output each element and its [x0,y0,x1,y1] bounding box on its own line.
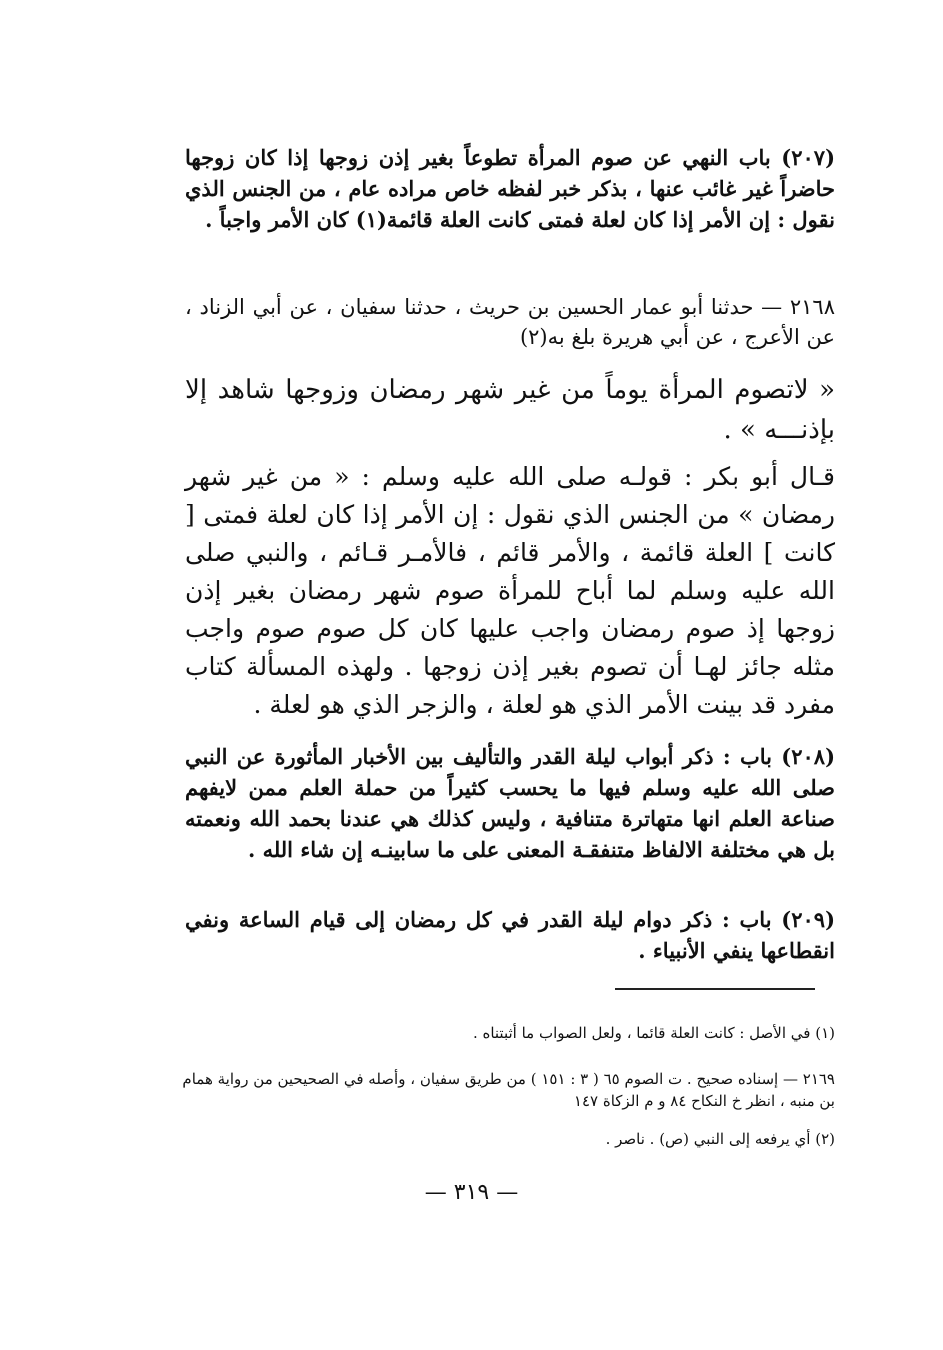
page-number: — ٣١٩ — [424,1180,519,1205]
footnote-2: (٢) أي يرفعه إلى النبي (ص) . ناصر . [605,1130,835,1148]
footnote-divider [615,988,815,990]
chapter-heading-209: (٢٠٩) باب : ذكر دوام ليلة القدر في كل رمضان إلى قيام الساعة ونفي انقطاعها ينفي الأنبياء . [185,907,835,963]
hadith-2168-isnad: ٢١٦٨ — حدثنا أبو عمار الحسين بن حريث ، حدثنا سفيان ، عن أبي الزناد ، عن الأعرج ، عن أبي هريرة بلغ به(٢) [185,295,835,349]
footnote-1: (١) في الأصل : كانت العلة قائما ، ولعل الصواب ما أثبتناه . [472,1024,835,1042]
chapter-heading-207: (٢٠٧) باب النهي عن صوم المرأة تطوعاً بغير إذن زوجها إذا كان زوجها حاضراً غير غائب عنها ، بذكر خبر لفظه خاص مراده عام ، من الجنس الذي نقول : إن الأمر إذا كان لعلة فمتى كانت العلة قائمة(١) كان الأمر واجباً . [185,145,835,232]
commentary-paragraph: قـال أبو بكر : قولـه صلى الله عليه وسلم : « من غير شهر رمضان » من الجنس الذي نقول : إن الأمر إذا كان لعلة فمتى [ كانت ] العلة قائمة ، والأمر قائم ، فالأمـر قـائم ، والنبي صلى الله عليه وسلم لما أباح للمرأة صوم شهر رمضان بغير إذن زوجها إذ صوم رمضان واجب عليها كان كل صوم صوم واجب مثله جائز لهـا أن تصوم بغير إذن زوجها . ولهذه المسألة كتاب مفرد قد بينت الأمر الذي هو لعلة ، والزجر الذي هو لعلة . [185,462,835,719]
footnote-2169: ٢١٦٩ — إسناده صحيح . ت الصوم ٦٥ ( ٣ : ١٥١ ) من طريق سفيان ، وأصله في الصحيحين من رواية همام بن منبه ، انظر خ النكاح ٨٤ و م الزكاة ١٤٧ [182,1070,835,1110]
chapter-heading-208: (٢٠٨) باب : ذكر أبواب ليلة القدر والتأليف بين الأخبار المأثورة عن النبي صلى الله عليه وسلم فيها ما يحسب كثيراً من حملة العلم ممن لايفهم صناعة العلم انها متهاترة متنافية ، وليس كذلك هي عندنا بحمد الله ونعمته بل هي مختلفة الالفاظ متنفقـة المعنى على ما سابينـه إن شاء الله . [185,744,835,862]
hadith-2168-matn: « لاتصوم المرأة يوماً من غير شهر رمضان وزوجها شاهد إلا بإذنـــه » . [185,375,835,445]
